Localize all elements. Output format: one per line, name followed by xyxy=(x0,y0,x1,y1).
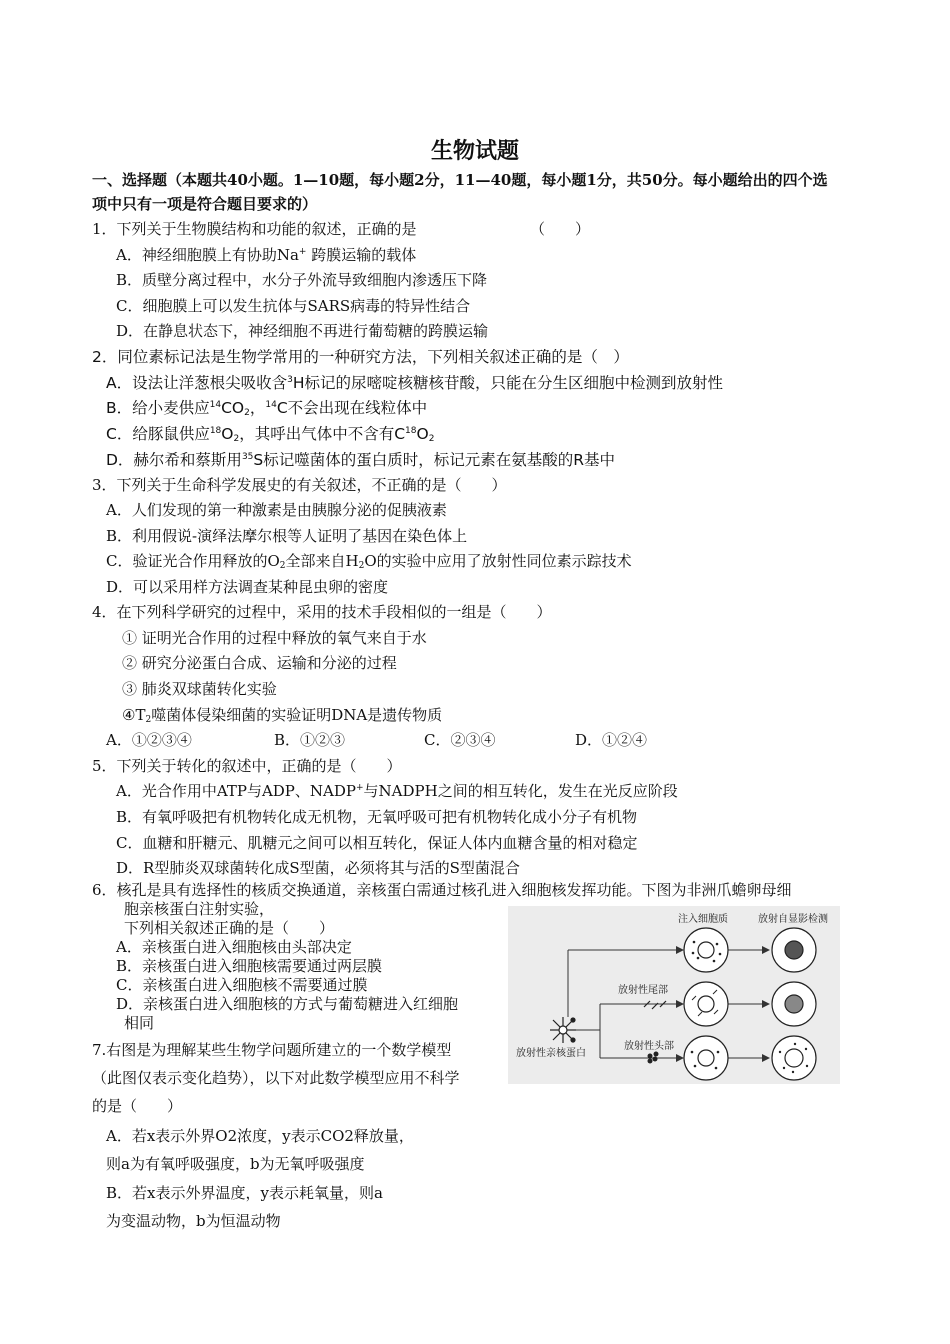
option-c: C．亲核蛋白进入细胞核不需要通过膜 xyxy=(116,976,368,994)
cell-head-injected xyxy=(684,1036,728,1080)
option-d: D．R型肺炎双球菌转化成S型菌，必须将其与活的S型菌混合 xyxy=(116,859,520,877)
protein-head-fragments-icon xyxy=(648,1052,659,1064)
cell-autoradiography-1 xyxy=(772,928,816,972)
option-a: A．人们发现的第一种激素是由胰腺分泌的促胰液素 xyxy=(106,501,447,519)
answer-paren: （ ） xyxy=(530,220,591,238)
cell-autoradiography-2 xyxy=(772,982,816,1026)
question-stem-line2: （此图仅表示变化趋势），以下对此数学模型应用不科学 xyxy=(92,1069,460,1087)
option-d: D．赫尔希和蔡斯用$^{35}$S标记噬菌体的蛋白质时，标记元素在氨基酸的R基中 xyxy=(106,451,616,469)
question-stem: 4．在下列科学研究的过程中，采用的技术手段相似的一组是（ ） xyxy=(92,603,552,621)
option-b: B．质壁分离过程中，水分子外流导致细胞内渗透压下降 xyxy=(116,271,488,289)
option-a: A．亲核蛋白进入细胞核由头部决定 xyxy=(116,938,352,956)
option-b-line2: 为变温动物，b为恒温动物 xyxy=(106,1212,281,1230)
option-a-line1: A．若x表示外界O2浓度，y表示CO2释放量， xyxy=(106,1127,414,1145)
nucleoprotein-experiment-figure xyxy=(508,906,840,1084)
option-b: B．亲核蛋白进入细胞核需要通过两层膜 xyxy=(116,957,383,975)
option-a: A．光合作用中ATP与ADP、NADP+与NADPH之间的相互转化，发生在光反应阶段 xyxy=(116,782,678,800)
option-d: D．①②④ xyxy=(575,731,648,749)
cell-autoradiography-3 xyxy=(772,1036,816,1080)
option-d-line1: D．亲核蛋白进入细胞核的方式与葡萄糖进入红细胞 xyxy=(116,995,459,1013)
option-a-line2: 则a为有氧呼吸强度，b为无氧呼吸强度 xyxy=(106,1155,365,1173)
item-1: ① 证明光合作用的过程中释放的氧气来自于水 xyxy=(122,629,427,647)
figure-label-autoradiography: 放射自显影检测 xyxy=(758,914,828,925)
question-stem: 1．下列关于生物膜结构和功能的叙述，正确的是 xyxy=(92,220,417,238)
option-b: B．给小麦供应$^{14}CO_2$，$^{14}$C不会出现在线粒体中 xyxy=(106,399,428,418)
question-stem-line2: 胞亲核蛋白注射实验， xyxy=(124,900,275,918)
option-d-line2: 相同 xyxy=(124,1014,155,1032)
figure-label-nucleoprotein: 放射性亲核蛋白 xyxy=(516,1048,586,1059)
option-b-line1: B．若x表示外界温度，y表示耗氧量，则a xyxy=(106,1184,383,1202)
figure-label-radioactive-head: 放射性头部 xyxy=(624,1041,674,1052)
question-stem: 5．下列关于转化的叙述中，正确的是（ ） xyxy=(92,757,402,775)
cell-tail-injected xyxy=(684,982,728,1026)
question-stem: 2．同位素标记法是生物学常用的一种研究方法，下列相关叙述正确的是（ ） xyxy=(92,348,629,366)
protein-tail-fragments-icon xyxy=(644,1001,666,1009)
option-a: A．①②③④ xyxy=(106,731,192,749)
option-a: A．设法让洋葱根尖吸收含$^3$H标记的尿嘧啶核糖核苷酸，只能在分生区细胞中检测到放射性 xyxy=(106,374,724,392)
option-c: C．细胞膜上可以发生抗体与SARS病毒的特异性结合 xyxy=(116,297,471,315)
option-c: C．验证光合作用释放的$O_2$全部来自$H_2O$的实验中应用了放射性同位素示踪技术 xyxy=(106,552,632,571)
question-stem: 3．下列关于生命科学发展史的有关叙述，不正确的是（ ） xyxy=(92,476,507,494)
item-3: ③ 肺炎双球菌转化实验 xyxy=(122,680,277,698)
item-2: ② 研究分泌蛋白合成、运输和分泌的过程 xyxy=(122,654,397,672)
page-title: 生物试题 xyxy=(430,139,519,164)
cell-injected-cytoplasm xyxy=(684,928,728,972)
option-c: C．血糖和肝糖元、肌糖元之间可以相互转化，保证人体内血糖含量的相对稳定 xyxy=(116,834,638,852)
option-d: D．可以采用样方法调查某种昆虫卵的密度 xyxy=(106,578,389,596)
question-stem-line3: 下列相关叙述正确的是（ ） xyxy=(124,919,335,937)
option-a: A．神经细胞膜上有协助Na+ 跨膜运输的载体 xyxy=(116,246,417,264)
item-4: $④T_2$噬菌体侵染细菌的实验证明DNA是遗传物质 xyxy=(122,706,443,725)
question-stem-line3: 的是（ ） xyxy=(92,1097,183,1115)
figure-label-radioactive-tail: 放射性尾部 xyxy=(618,985,668,996)
section-heading-line2: 项中只有一项是符合题目要求的） xyxy=(92,195,318,213)
option-b: B．有氧呼吸把有机物转化成无机物，无氧呼吸可把有机物转化成小分子有机物 xyxy=(116,808,638,826)
option-b: B．①②③ xyxy=(274,731,346,749)
question-stem-line1: 6．核孔是具有选择性的核质交换通道，亲核蛋白需通过核孔进入细胞核发挥功能。下图为非洲爪蟾卵母细 xyxy=(92,881,792,899)
option-d: D．在静息状态下，神经细胞不再进行葡萄糖的跨膜运输 xyxy=(116,322,489,340)
option-c: C．②③④ xyxy=(424,731,496,749)
figure-label-inject-cytoplasm: 注入细胞质 xyxy=(678,914,728,925)
option-b: B．利用假说-演绎法摩尔根等人证明了基因在染色体上 xyxy=(106,527,468,545)
question-stem-line1: 7.右图是为理解某些生物学问题所建立的一个数学模型 xyxy=(92,1041,452,1059)
option-c: C．给豚鼠供应$^{18}O_2$，其呼出气体中不含有$C^{18}O_2$ xyxy=(106,425,435,444)
nucleoprotein-icon xyxy=(550,1017,576,1043)
section-heading-line1: 一、选择题（本题共40小题。1—10题，每小题2分，11—40题，每小题1分，共50分。每小题给出的四个选 xyxy=(92,171,828,189)
